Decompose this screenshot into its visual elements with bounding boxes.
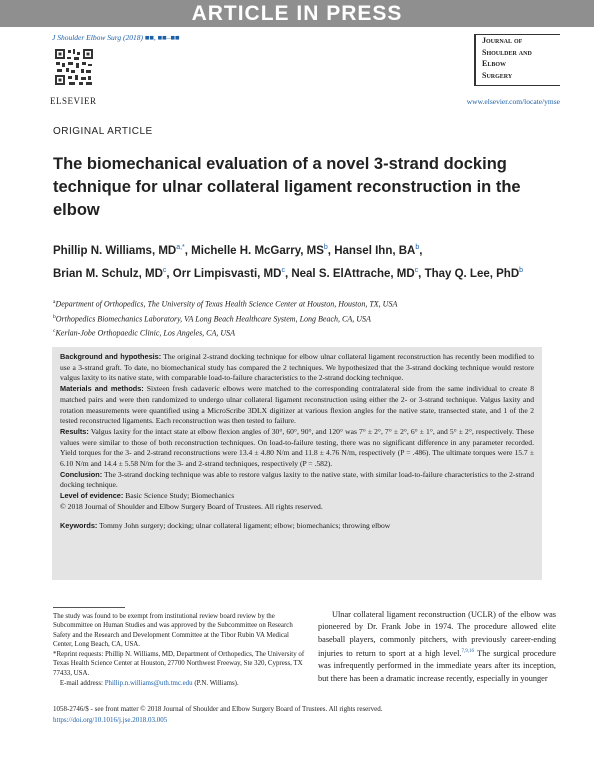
- author-name: Neal S. ElAttrache, MD: [291, 267, 415, 280]
- affiliation-item: $^b$Orthopedics Biomechanics Laboratory, VA Long Beach Healthcare System, Long Beach, CA, USA: [53, 313, 371, 324]
- abstract-section-label: Background and hypothesis:: [60, 352, 162, 361]
- abstract-conclusion: Conclusion: The 3-strand docking technique was able to restore valgus laxity to the native state, with similar load-to-failure characteristics to the 2-strand docking technique.: [60, 469, 535, 490]
- abstract-section-label: Results:: [60, 426, 89, 436]
- abstract-methods: Materials and methods: Sixteen fresh cadaveric elbows were matched to the corresponding contralateral side from the same individual to create 8 matched pairs and were then randomized to undergo ulnar collateral ligament reconstruction using either the 2- or 3-strand technique. Valgus laxity and rotation measurements were quantified using a MicroScribe 3DLX digitizer at various flexion angles for the native state, transected state, and 1 of the 2 tested reconstructed ligaments. Each reconstruction was then tested to failure.: [60, 384, 534, 426]
- author-name: Orr Limpisvasti, MD: [172, 267, 282, 280]
- publisher-logo: ELSEVIER: [50, 96, 97, 106]
- author-name: Phillip N. Williams, MD: [53, 244, 177, 257]
- author-name: Thay Q. Lee, PhD: [424, 267, 520, 280]
- author-name: Michelle H. McGarry, MS: [191, 244, 324, 257]
- author-affiliation-mark[interactable]: c: [414, 266, 419, 274]
- author-list: Phillip N. Williams, $MD^{a,*}$, Michelle H. McGarry, $MS^b$, Hansel Ihn, $BA^b$, Brian M. Schulz, $MD^c$, Orr Limpisvasti, $MD^c$, Neal S. ElAttrache, $MD^c$, Thay Q. Lee, PhD$^b$: [53, 244, 524, 280]
- footnote-irb: The study was found to be exempt from institutional review board review by the Subcommittee on Human Studies and was approved by the Subcommittee on Research Safety and the Research and Development Committee at the Tibor Rubin VA Medical Center, Long Beach, CA, USA.: [53, 613, 293, 648]
- body-paragraph: Ulnar collateral ligament reconstruction (UCLR) of the elbow was pioneered by Dr. Frank Jobe in 1974. The procedure allowed elite baseball players, commonly pitchers, with previously career-ending injuries to return to sport at a high level.$^{7,9,16}$ The surgical procedure was infrequently performed in the immediate years after its inception, but there has been a dramatic increase recently, especially in younger: [318, 610, 556, 683]
- article-title: The biomechanical evaluation of a novel 3-strand docking technique for ulnar collateral ligament reconstruction in the elbow: [53, 155, 521, 219]
- abstract-section-label: Level of evidence:: [60, 491, 124, 501]
- author-affiliation-mark[interactable]: a,*: [176, 244, 185, 251]
- footnote-email: E-mail address: Phillip.n.williams@uth.tmc.edu (P.N. Williams).: [59, 680, 239, 688]
- abstract-section-label: Keywords:: [60, 520, 98, 530]
- author-affiliation-mark[interactable]: b: [415, 244, 420, 251]
- qr-code-icon: [54, 48, 94, 86]
- affiliation-item: $^c$Kerlan-Jobe Orthopaedic Clinic, Los Angeles, CA, USA: [53, 328, 236, 338]
- author-affiliation-mark[interactable]: c: [281, 266, 285, 274]
- article-in-press-banner: ARTICLE IN PRESS: [0, 0, 594, 27]
- body-text-column: [318, 609, 556, 685]
- author-affiliation-mark[interactable]: b: [323, 244, 328, 251]
- citation-journal: J Shoulder Elbow Surg (2018): [52, 33, 143, 42]
- article-type: ORIGINAL ARTICLE: [53, 126, 153, 137]
- author-affiliation-mark[interactable]: c: [162, 266, 167, 274]
- author-name: Brian M. Schulz, MD: [53, 267, 163, 280]
- journal-logo-line: Shoulder and: [482, 47, 532, 57]
- abstract-keywords: Keywords: Tommy John surgery; docking; ulnar collateral ligament; elbow; biomechanics; throwing elbow: [60, 520, 391, 530]
- author-affiliation-mark[interactable]: b: [519, 266, 524, 274]
- footnotes: [53, 612, 306, 689]
- abstract-results: Results: Valgus laxity for the intact state at elbow flexion angles of 30°, 60°, 90°, and 120° was 7° ± 2°, 7° ± 2°, 6° ± 1°, and 5° ± 2°, respectively. These values were similar to those of both reconstruction techniques. On load-to-failure testing, there was no significant difference in any parameter recorded. Yield torques for the 3- and 2-strand reconstructions were 13.4 ± 4.80 N/m and 11.8 ± 4.76 N/m, respectively (P = .486). The ultimate torques were 15.7 ± 6.10 N/m and 14.4 ± 5.58 N/m for the 3- and 2-strand techniques, respectively (P = .582).: [60, 426, 535, 469]
- abstract-section-label: Conclusion:: [60, 469, 103, 479]
- abstract-box: [52, 347, 542, 580]
- bottom-publication-info: [53, 704, 382, 725]
- abstract-section-label: Materials and methods:: [60, 384, 144, 394]
- journal-logo-line: Elbow: [482, 59, 507, 68]
- affiliation-item: $^a$Department of Orthopedics, The University of Texas Health Science Center at Houston, Houston, TX, USA: [53, 299, 398, 309]
- journal-citation[interactable]: [52, 33, 180, 42]
- abstract-copyright: © 2018 Journal of Shoulder and Elbow Surgery Board of Trustees. All rights reserved.: [60, 501, 323, 511]
- journal-logo: [474, 34, 560, 86]
- issn-line: 1058-2746/$ - see front matter © 2018 Journal of Shoulder and Elbow Surgery Board of Trustees. All rights reserved.: [53, 705, 383, 713]
- abstract-background: Background and hypothesis: The original 2-strand docking technique for elbow ulnar collateral ligament reconstruction has recently been modified to use a 3-strand graft. To date, no biomechanical study has compared the 2 techniques. We hypothesized that the 3-strand docking technique would restore valgus laxity to its native state, with comparable load-to-failure characteristics to the 2-strand docking technique.: [60, 352, 534, 383]
- abstract-level: Level of evidence: Basic Science Study; Biomechanics: [60, 491, 235, 501]
- author-name: Hansel Ihn, BA: [334, 244, 416, 257]
- doi-link[interactable]: https://doi.org/10.1016/j.jse.2018.03.005: [53, 715, 168, 724]
- affiliation-list: [53, 296, 553, 340]
- journal-logo-line: Surgery: [482, 70, 513, 80]
- journal-url-link[interactable]: www.elsevier.com/locate/ymse: [466, 97, 560, 106]
- footnote-divider: [53, 607, 125, 608]
- footnote-reprint: *Reprint requests: Phillip N. Williams, MD, Department of Orthopedics, The University of Texas Health Science Center at Houston, 27700 Northwest Freeway, Ste 320, Cypress, TX 77433, USA.: [53, 651, 305, 677]
- email-link[interactable]: Phillip.n.williams@uth.tmc.edu: [104, 680, 193, 688]
- reference-link[interactable]: 7,9,16: [461, 649, 474, 655]
- journal-logo-line: Journal of: [482, 36, 523, 45]
- citation-pages: ■■, ■■–■■: [144, 33, 180, 42]
